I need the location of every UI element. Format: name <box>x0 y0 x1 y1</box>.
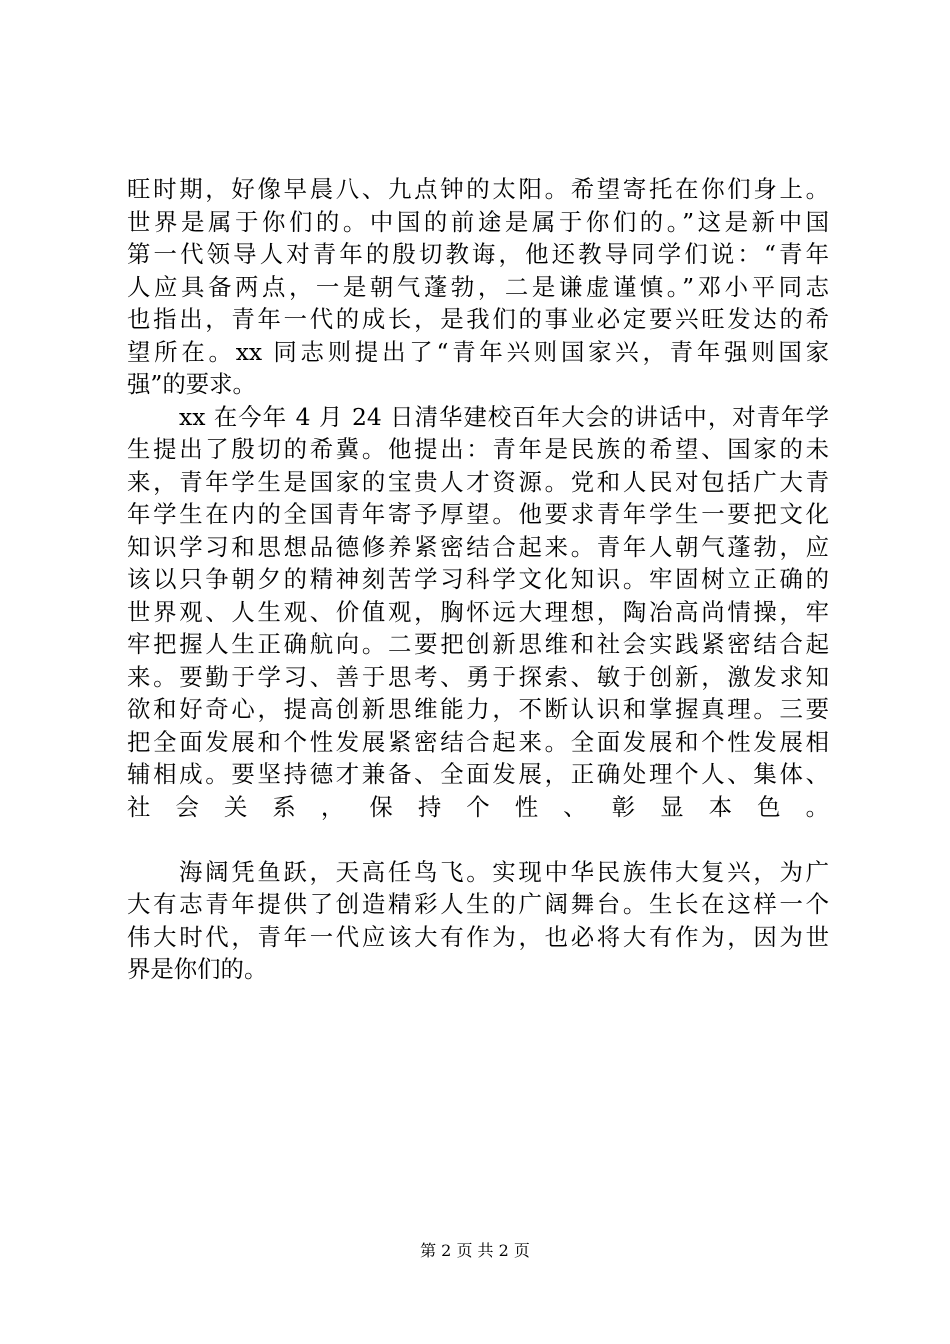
text-line: xx 在今年 4 月 24 日清华建校百年大会的讲话中，对青年学 <box>179 402 829 431</box>
text-line: 社会关系，保持个性、彰显本色。 <box>127 792 829 821</box>
text-line: 年学生在内的全国青年寄予厚望。他要求青年学生一要把文化 <box>127 500 829 528</box>
text-line: 也指出，青年一代的成长，是我们的事业必定要兴旺发达的希 <box>127 305 829 333</box>
page-number-footer: 第 2 页 共 2 页 <box>420 1241 530 1260</box>
text-line: 世界观、人生观、价值观，胸怀远大理想，陶冶高尚情操，牢 <box>127 597 829 626</box>
text-line: 大有志青年提供了创造精彩人生的广阔舞台。生长在这样一个 <box>127 890 829 918</box>
text-line: 世界是属于你们的。中国的前途是属于你们的。”这是新中国 <box>127 207 829 236</box>
text-line: 牢把握人生正确航向。二要把创新思维和社会实践紧密结合起 <box>127 630 829 658</box>
text-line: 来，青年学生是国家的宝贵人才资源。党和人民对包括广大青 <box>127 467 829 496</box>
text-line: 伟大时代，青年一代应该大有作为，也必将大有作为，因为世 <box>127 922 829 951</box>
text-line: 界是你们的。 <box>127 955 268 983</box>
text-line: 知识学习和思想品德修养紧密结合起来。青年人朝气蓬勃，应 <box>127 532 829 561</box>
text-line: 生提出了殷切的希冀。他提出：青年是民族的希望、国家的未 <box>127 435 829 463</box>
text-line: 第一代领导人对青年的殷切教诲，他还教导同学们说：“青年 <box>127 240 829 268</box>
text-line <box>127 823 829 856</box>
text-line: 把全面发展和个性发展紧密结合起来。全面发展和个性发展相 <box>127 727 829 756</box>
text-line: 旺时期，好像早晨八、九点钟的太阳。希望寄托在你们身上。 <box>127 175 829 203</box>
text-line: 强”的要求。 <box>127 370 256 398</box>
text-line: 辅相成。要坚持德才兼备、全面发展，正确处理个人、集体、 <box>127 760 829 788</box>
text-line: 来。要勤于学习、善于思考、勇于探索、敏于创新，激发求知 <box>127 662 829 691</box>
paragraph <box>127 173 829 401</box>
paragraph <box>127 856 829 986</box>
text-line: 欲和好奇心，提高创新思维能力，不断认识和掌握真理。三要 <box>127 695 829 723</box>
text-line: 该以只争朝夕的精神刻苦学习科学文化知识。牢固树立正确的 <box>127 565 829 593</box>
text-line: 望所在。xx 同志则提出了“青年兴则国家兴，青年强则国家 <box>127 337 829 366</box>
document-body <box>127 173 829 986</box>
text-line: 海阔凭鱼跃，天高任鸟飞。实现中华民族伟大复兴，为广 <box>179 857 829 886</box>
text-line: 人应具备两点，一是朝气蓬勃，二是谦虚谨慎。”邓小平同志 <box>127 272 829 301</box>
paragraph <box>127 401 829 856</box>
